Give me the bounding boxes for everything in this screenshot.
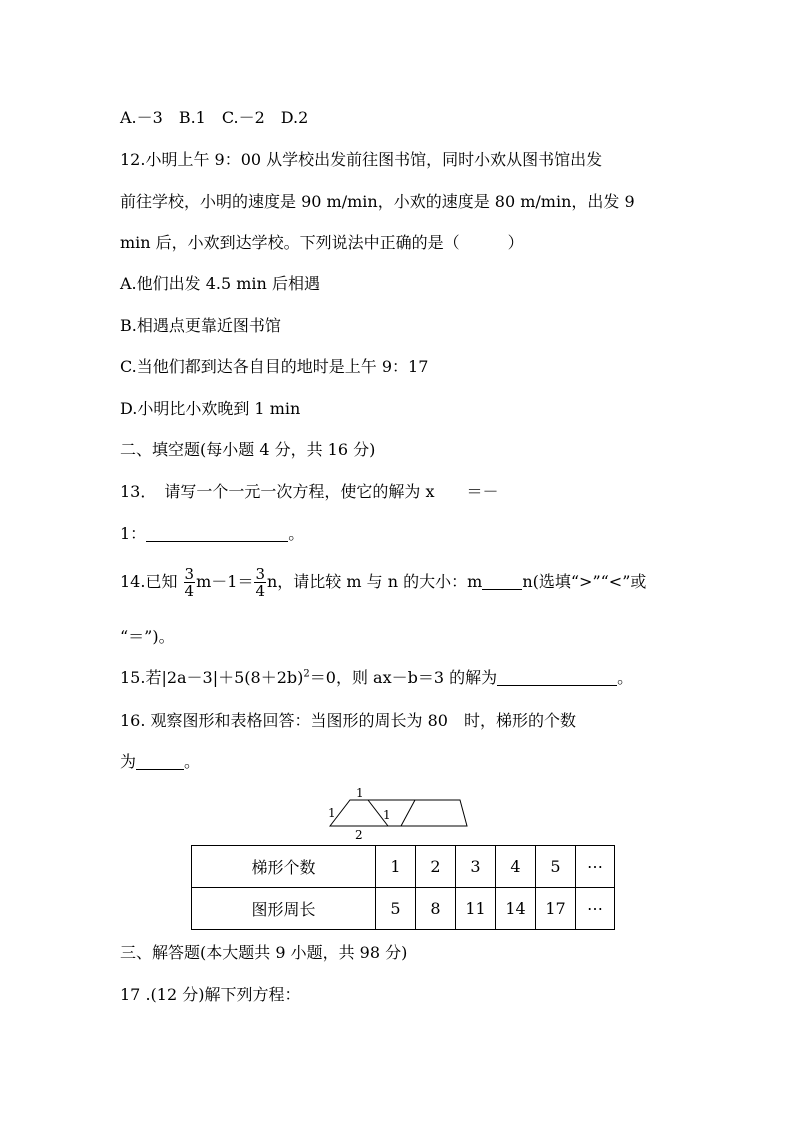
trapezoid-figure	[325, 784, 470, 842]
table-cell: 1	[376, 846, 416, 888]
table-row	[192, 888, 615, 930]
table-cell: 8	[416, 888, 456, 930]
q14-prefix: 14.已知	[120, 572, 178, 591]
q16-prefix: 为	[120, 752, 137, 771]
section-2-heading: 二、填空题(每小题 4 分，共 16 分)	[120, 440, 376, 459]
q16-line-1: 16. 观察图形和表格回答：当图形的周长为 80 时，梯形的个数	[120, 711, 576, 730]
q12-option-a: A.他们出发 4.5 min 后相遇	[120, 274, 320, 293]
q12-line-2: 前往学校，小明的速度是 90 m/min，小欢的速度是 80 m/min，出发 9	[120, 192, 635, 211]
table-cell: ⋯	[576, 846, 615, 888]
q15-answer-blank[interactable]	[497, 669, 617, 686]
q12-option-b: B.相遇点更靠近图书馆	[120, 316, 281, 335]
table-cell: 5	[536, 846, 576, 888]
row-header: 图形周长	[192, 888, 376, 930]
q14-fraction-2	[254, 566, 266, 599]
figure-outline	[330, 800, 467, 826]
q13-line-1: 13． 请写一个一元一次方程，使它的解为 x ＝－	[120, 482, 499, 501]
table-cell: 11	[456, 888, 496, 930]
data-table	[191, 845, 615, 930]
q12-option-d: D.小明比小欢晚到 1 min	[120, 399, 301, 418]
figure-label-bottom: 2	[355, 828, 363, 842]
q17-line: 17 .(12 分)解下列方程：	[120, 985, 301, 1004]
table-cell: 17	[536, 888, 576, 930]
q12-line-3: min 后，小欢到达学校。下列说法中正确的是（ ）	[120, 233, 524, 252]
q15-prefix: 15.若|2a－3|＋5(8＋2b)	[120, 668, 304, 687]
q14-middle: m－1＝	[196, 572, 254, 591]
table-row	[192, 846, 615, 888]
table-cell: 14	[496, 888, 536, 930]
q15-suffix: 。	[617, 668, 634, 687]
q13-answer-blank[interactable]	[146, 525, 288, 542]
q14-answer-blank[interactable]	[482, 573, 522, 590]
q16-suffix: 。	[184, 752, 201, 771]
q15-line	[120, 668, 633, 688]
q14-after-blank: n(选填“>”“<”或	[522, 572, 647, 591]
table-cell: 5	[376, 888, 416, 930]
fraction-numerator: 3	[255, 565, 265, 583]
q12-option-c: C.当他们都到达各自目的地时是上午 9：17	[120, 357, 429, 376]
trapezoid-divider	[401, 800, 415, 826]
q14-fraction-1	[184, 566, 196, 599]
q16-line-2	[120, 752, 200, 772]
q15-exponent: 2	[303, 668, 310, 680]
figure-label-inner: 1	[383, 808, 391, 822]
figure-label-left: 1	[328, 806, 336, 820]
q14-line-2: “＝”)。	[120, 627, 175, 646]
fraction-numerator: 3	[184, 565, 195, 583]
table-cell: 4	[496, 846, 536, 888]
figure-label-top: 1	[356, 786, 364, 800]
q14-after: n，请比较 m 与 n 的大小：m	[267, 572, 483, 591]
q16-answer-blank[interactable]	[136, 753, 184, 770]
q13-prefix: 1：	[120, 524, 147, 543]
q13-suffix: 。	[288, 524, 305, 543]
table-cell: ⋯	[576, 888, 615, 930]
section-3-heading: 三、解答题(本大题共 9 小题，共 98 分)	[120, 943, 408, 962]
q15-middle: ＝0，则 ax－b＝3 的解为	[309, 668, 498, 687]
fraction-denominator: 4	[184, 582, 195, 600]
q13-line-2	[120, 524, 304, 544]
table-cell: 2	[416, 846, 456, 888]
q11-options: A.－3 B.1 C.－2 D.2	[120, 108, 309, 127]
q12-line-1: 12.小明上午 9：00 从学校出发前往图书馆，同时小欢从图书馆出发	[120, 150, 603, 169]
table-cell: 3	[456, 846, 496, 888]
fraction-denominator: 4	[255, 582, 265, 600]
q14-line-1	[120, 566, 646, 599]
row-header: 梯形个数	[192, 846, 376, 888]
